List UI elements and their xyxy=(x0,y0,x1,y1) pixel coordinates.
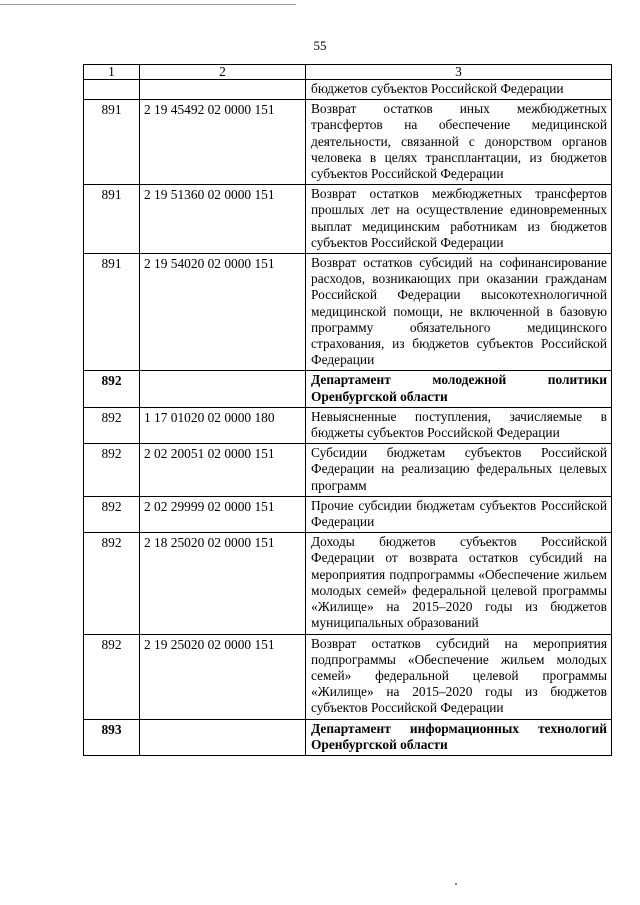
table-row xyxy=(84,407,612,443)
description-cell: Возврат остатков межбюджетных трансфертов прошлых лет на осуществление единовременных выплат медицинским работникам из бюджетов субъектов Российской Федерации xyxy=(306,185,612,254)
admin-code-cell: 892 xyxy=(84,444,140,497)
table-row xyxy=(84,80,612,100)
table-row xyxy=(84,719,612,755)
budget-class-code-cell: 2 19 45492 02 0000 151 xyxy=(140,100,306,185)
description-cell: Прочие субсидии бюджетам субъектов Российской Федерации xyxy=(306,496,612,532)
admin-code-cell: 892 xyxy=(84,496,140,532)
admin-code-cell: 892 xyxy=(84,407,140,443)
table-row xyxy=(84,533,612,634)
admin-code-cell: 891 xyxy=(84,100,140,185)
scan-speck xyxy=(455,883,457,885)
description-cell: Невыясненные поступления, зачисляемые в бюджеты субъектов Российской Федерации xyxy=(306,407,612,443)
description-cell: Возврат остатков субсидий на софинансирование расходов, возникающих при оказании гражданам Российской Федерации высокотехнологичной медицинской помощи, не включенной в базовую программу обязательного медицинского страхования, из бюджетов субъектов Российской Федерации xyxy=(306,254,612,371)
table-row xyxy=(84,444,612,497)
admin-code-cell: 893 xyxy=(84,719,140,755)
description-cell: бюджетов субъектов Российской Федерации xyxy=(306,80,612,100)
budget-class-code-cell xyxy=(140,719,306,755)
table-header-row xyxy=(84,65,612,80)
admin-code-cell: 891 xyxy=(84,254,140,371)
budget-class-code-cell: 2 02 20051 02 0000 151 xyxy=(140,444,306,497)
page-number: 55 xyxy=(313,38,327,53)
description-cell: Департамент молодежной политики Оренбургской области xyxy=(306,371,612,407)
budget-class-code-cell: 1 17 01020 02 0000 180 xyxy=(140,407,306,443)
budget-class-code-cell: 2 19 54020 02 0000 151 xyxy=(140,254,306,371)
table-row xyxy=(84,100,612,185)
table-body xyxy=(84,65,612,756)
admin-code-cell xyxy=(84,80,140,100)
table-row xyxy=(84,634,612,719)
admin-code-cell: 892 xyxy=(84,371,140,407)
admin-code-cell: 891 xyxy=(84,185,140,254)
admin-code-cell: 892 xyxy=(84,533,140,634)
description-cell: Возврат остатков субсидий на мероприятия подпрограммы «Обеспечение жильем молодых семей» федеральной целевой программы «Жилище» на 2015–2020 годы из бюджетов субъектов Российской Федерации xyxy=(306,634,612,719)
budget-class-code-cell: 2 18 25020 02 0000 151 xyxy=(140,533,306,634)
description-cell: Департамент информационных технологий Оренбургской области xyxy=(306,719,612,755)
description-cell: Возврат остатков иных межбюджетных трансфертов на обеспечение медицинской деятельности, связанной с донорством органов человека в целях трансплантации, из бюджетов субъектов Российской Федерации xyxy=(306,100,612,185)
table-row xyxy=(84,254,612,371)
description-cell: Доходы бюджетов субъектов Российской Федерации от возврата остатков субсидий на мероприятия подпрограммы «Обеспечение жильем молодых семей» федеральной целевой программы «Жилище» на 2015–2020 годы из бюджетов муниципальных образований xyxy=(306,533,612,634)
header-col-2: 2 xyxy=(140,65,306,80)
admin-code-cell: 892 xyxy=(84,634,140,719)
table-row xyxy=(84,371,612,407)
budget-class-code-cell: 2 19 51360 02 0000 151 xyxy=(140,185,306,254)
budget-class-code-cell xyxy=(140,371,306,407)
description-cell: Субсидии бюджетам субъектов Российской Федерации на реализацию федеральных целевых программ xyxy=(306,444,612,497)
header-col-1: 1 xyxy=(84,65,140,80)
revenue-codes-table xyxy=(83,64,612,756)
top-rule xyxy=(0,4,296,5)
budget-class-code-cell xyxy=(140,80,306,100)
budget-class-code-cell: 2 19 25020 02 0000 151 xyxy=(140,634,306,719)
table-row xyxy=(84,496,612,532)
table-row xyxy=(84,185,612,254)
budget-class-code-cell: 2 02 29999 02 0000 151 xyxy=(140,496,306,532)
header-col-3: 3 xyxy=(306,65,612,80)
